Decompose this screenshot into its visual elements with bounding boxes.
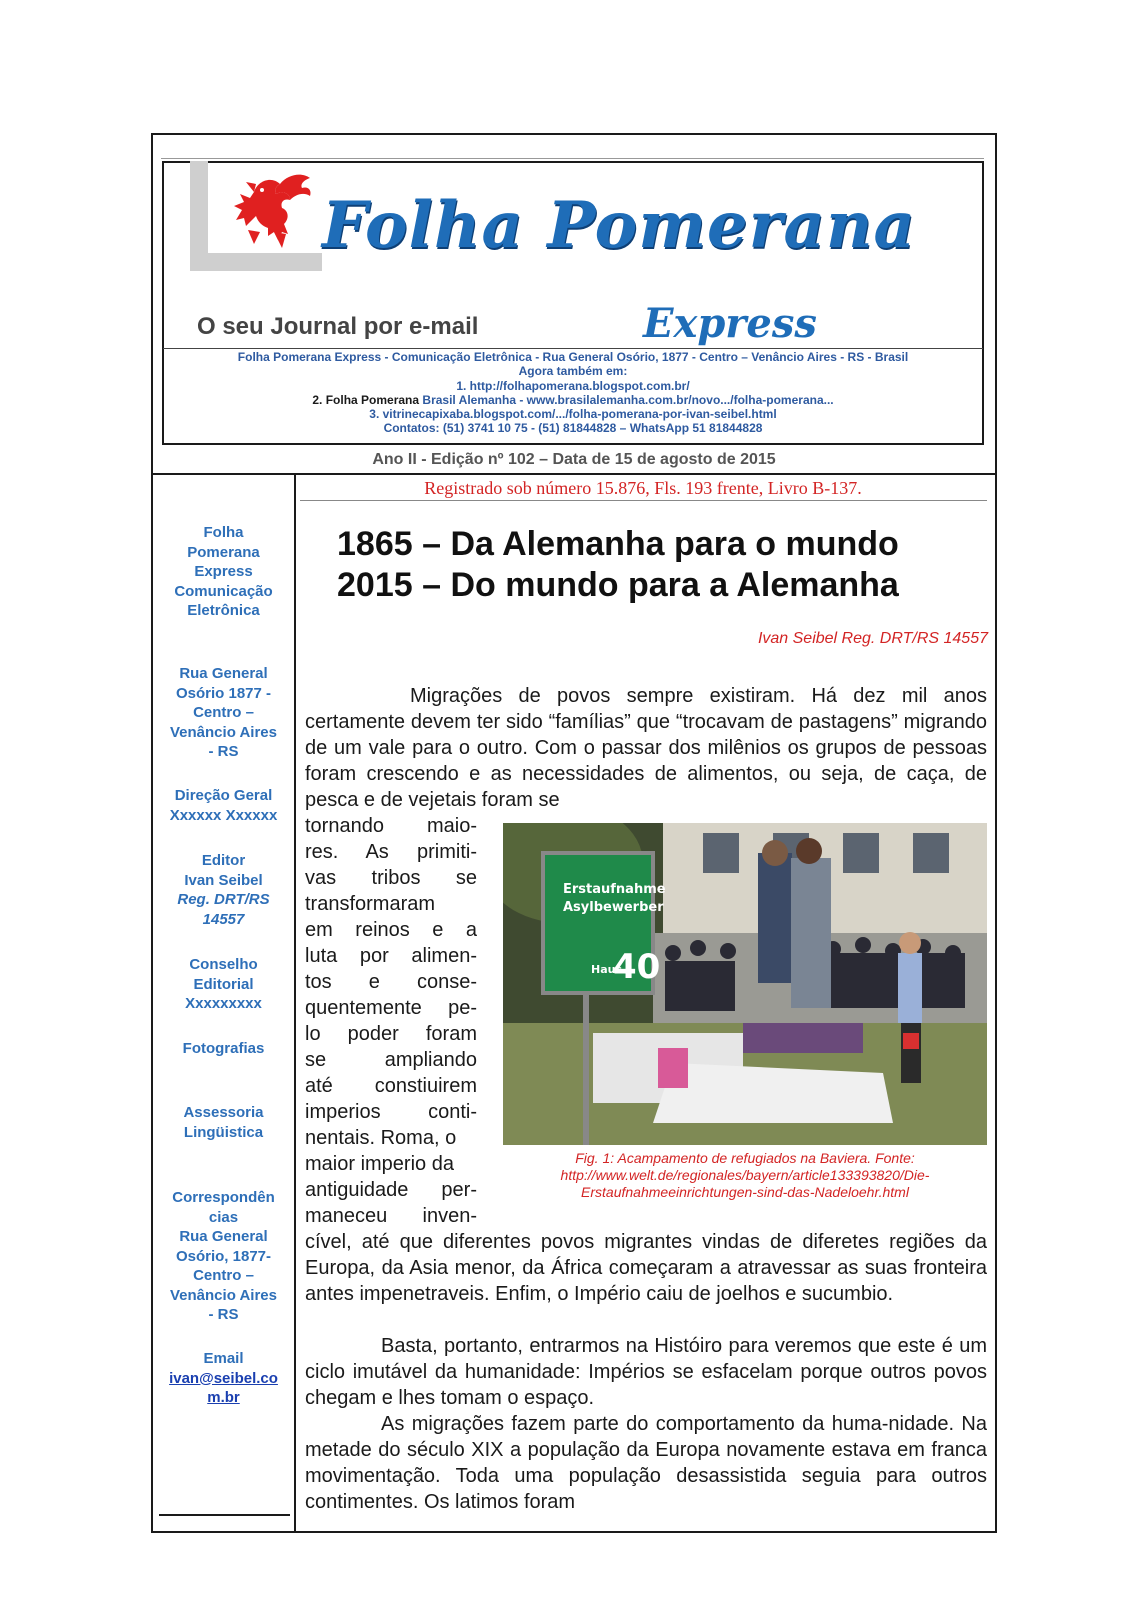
wrap-line: transformaram [305, 893, 436, 915]
header-top-rule [161, 158, 984, 159]
wrap-line: quentemente pe- [305, 997, 477, 1019]
contact-brand: 2. Folha Pomerana [312, 392, 420, 407]
sidebar-corr-line: Correspondên [172, 1189, 275, 1206]
sidebar-org-line: Pomerana [187, 543, 260, 561]
wrap-line: nentais. Roma, o [305, 1127, 457, 1149]
contact-also-in: Agora também em: [518, 364, 628, 379]
sidebar-editor-name: Ivan Seibel [184, 871, 263, 889]
sidebar-corr-line: - RS [208, 1306, 239, 1323]
article-byline: Ivan Seibel Reg. DRT/RS 14557 [757, 630, 988, 647]
sidebar-conselho-line: Editorial [193, 975, 254, 993]
article-wrap-column [305, 813, 477, 1229]
sidebar-direcao-label: Direção Geral [174, 787, 273, 804]
wrap-line: luta por alimen- [305, 945, 477, 967]
wrap-line: tos e conse- [305, 971, 477, 993]
contact-divider [163, 348, 983, 349]
article-paragraph-1-end: cível, até que diferentes povos migrantes vindas de diferetes regiões da Europa, da Asia menor, da África começaram a atravessar as suas fronteira antes impenetraveis. Enfim, o Império caiu de joelhos e sucumbio. [305, 1231, 987, 1305]
article-title-line1: 1865 – Da Alemanha para o mundo [337, 525, 899, 563]
article-title-line2: 2015 – Do mundo para a Alemanha [337, 566, 899, 604]
masthead-title: Folha Pomerana [322, 188, 916, 263]
wrap-line: antiguidade per- [305, 1179, 477, 1201]
wrap-line: imperios conti- [305, 1101, 477, 1123]
sidebar-address-line: Rua General [179, 665, 268, 682]
sign-number: 40 [613, 947, 661, 987]
sidebar-conselho [153, 955, 294, 1014]
logo-frame-bottom [190, 253, 322, 271]
registration-rule [300, 500, 987, 501]
sidebar-email-part: ivan@seibel.co [169, 1369, 278, 1387]
figure-caption: Fig. 1: Acampamento de refugiados na Baviera. Fonte: http://www.welt.de/regionales/bayern/article133393820/Die-Erstaufnahmeeinrichtungen-sind-das-Nadeloehr.html [560, 1150, 930, 1200]
wrap-line: res. As primiti- [305, 841, 477, 863]
sidebar-corr-line: Osório, 1877- [175, 1247, 272, 1265]
refugee-camp-photo [503, 823, 987, 1145]
sidebar-assessoria-line: Assessoria [183, 1104, 264, 1121]
sidebar-org-line: Eletrônica [187, 602, 260, 619]
sidebar-address-line: Osório 1877 - [175, 684, 272, 702]
sidebar-editor-reg: Reg. DRT/RS [177, 891, 270, 908]
sidebar-assessoria-line: Lingüistica [183, 1123, 264, 1141]
sign-haus: Haus [591, 963, 623, 976]
contact-phones: Contatos: (51) 3741 10 75 - (51) 81844828 – WhatsApp 51 81844828 [383, 421, 763, 436]
edition-line: Ano II - Edição nº 102 – Data de 15 de agosto de 2015 [372, 451, 776, 468]
sidebar-org-line: Comunicação [174, 582, 273, 600]
sidebar-email-label: Email [203, 1350, 244, 1367]
sidebar-conselho-line: Conselho [189, 956, 258, 973]
sidebar-org-line: Folha [203, 524, 244, 541]
sign-line1: Erstaufnahme [563, 882, 666, 897]
contact-brand-url: Brasil Alemanha - www.brasilalemanha.com.br/novo.../folha-pomerana... [422, 392, 834, 407]
masthead-express: Express [643, 300, 817, 347]
sidebar-editor [153, 851, 294, 929]
article-paragraph-3: As migrações fazem parte do comportamento da huma-nidade. Na metade do século XIX a população da Europa novamente estava em franca movimentação. Toda uma população desassistida seguia para outros contimentes. Os latimos foram [305, 1413, 987, 1513]
sidebar-email-link[interactable] [169, 1370, 278, 1407]
article-paragraph-2: Basta, portanto, entrarmos na Históiro para veremos que este é um ciclo imutável da humanidade: Impérios se esfacelam porque outros povos chegam e lhes tomam o espaço. [305, 1335, 987, 1409]
wrap-line: maior imperio da [305, 1153, 454, 1175]
wrap-line: lo poder foram [305, 1023, 477, 1045]
article-title [337, 524, 899, 606]
sidebar-editor-label: Editor [201, 852, 246, 869]
registration-note: Registrado sob número 15.876, Fls. 193 frente, Livro B-137. [424, 478, 862, 498]
wrap-line: em reinos e a [305, 919, 477, 941]
sidebar-fotografias: Fotografias [182, 1040, 265, 1057]
contact-address: Folha Pomerana Express - Comunicação Eletrônica - Rua General Osório, 1877 - Centro – Venâncio Aires - RS - Brasil [237, 350, 909, 364]
edition-rule [151, 473, 997, 475]
wrap-line: vas tribos se [305, 867, 477, 889]
sidebar-assessoria [153, 1103, 294, 1142]
sidebar-direcao-name: Xxxxxx Xxxxxx [169, 806, 278, 824]
wrap-line: maneceu inven- [305, 1205, 477, 1227]
sidebar-corr-line: Venâncio Aires [170, 1286, 277, 1304]
sign-line2: Asylbewerber [563, 900, 664, 915]
sidebar-direcao [153, 786, 294, 825]
masthead-tagline: O seu Journal por e-mail [197, 313, 479, 340]
sidebar-corr-line: cias [208, 1208, 239, 1226]
contact-link-vitrine[interactable]: 3. vitrinecapixaba.blogspot.com/.../folha-pomerana-por-ivan-seibel.html [369, 407, 777, 422]
griffin-logo-icon [224, 170, 316, 250]
wrap-line: até constiuirem [305, 1075, 477, 1097]
sidebar-address-line: Centro – [193, 704, 254, 721]
sidebar-email [153, 1349, 294, 1408]
sidebar-correspondencias [153, 1188, 294, 1325]
sidebar-corr-line: Centro – [193, 1267, 254, 1284]
sidebar-org-line: Express [194, 563, 253, 580]
contact-info [163, 350, 983, 436]
contact-link-brasilalemanha[interactable] [163, 393, 983, 407]
sidebar-conselho-line: Xxxxxxxxx [185, 995, 262, 1012]
sidebar-footer-rule [159, 1514, 290, 1516]
contact-link-blog[interactable]: 1. http://folhapomerana.blogspot.com.br/ [456, 378, 690, 393]
sidebar-address [153, 664, 294, 762]
wrap-line: tornando maio- [305, 815, 477, 837]
sidebar-divider [294, 473, 296, 1533]
sidebar-editor-reg-number: 14557 [202, 910, 245, 928]
sidebar-corr-line: Rua General [179, 1228, 268, 1245]
wrap-line: se ampliando [305, 1049, 477, 1071]
sidebar-org [153, 523, 294, 621]
sidebar-address-line: Venâncio Aires [170, 723, 277, 741]
article-paragraph-1: Migrações de povos sempre existiram. Há dez mil anos certamente devem ter sido “famílias” que “trocavam de pastagens” migrando de um vale para o outro. Com o passar dos milênios os grupos de pessoas foram crescendo e as necessidades de alimentos, ou seja, de caça, de pesca e de vejetais foram se [305, 685, 987, 811]
sidebar-email-part: m.br [207, 1389, 240, 1406]
sidebar-address-line: - RS [208, 743, 239, 760]
